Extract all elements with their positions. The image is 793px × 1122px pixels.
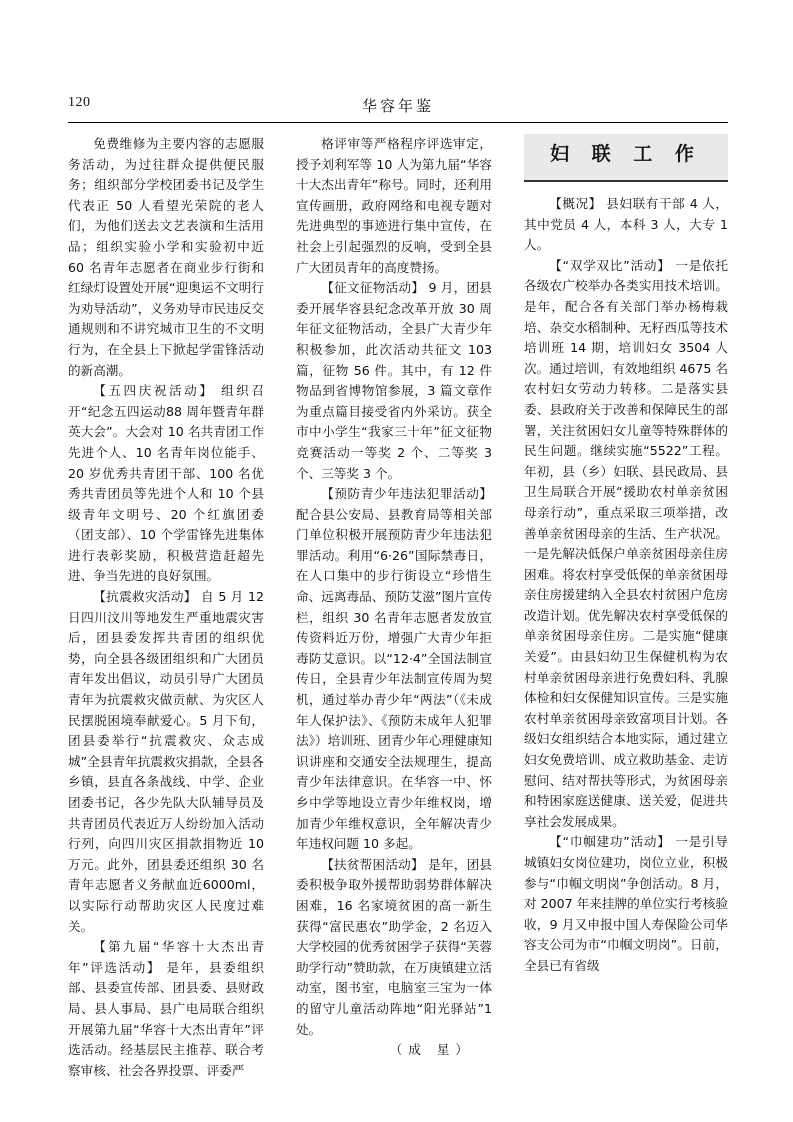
- three-column-body: [68, 134, 728, 1094]
- paragraph: 【概况】 县妇联有干部 4 人，其中党员 4 人，本科 3 人，大专 1 人。: [524, 196, 728, 253]
- author-signature: （成 星）: [389, 1042, 474, 1058]
- paragraph: 免费维修为主要内容的志愿服务活动，为过往群众提供便民服务；组织部分学校团委书记及学生代表正 50 人看望光荣院的老人们，为他们送去文艺表演和生活用品；组织实验小学和实验初中近 60 名青年志愿者在商业步行街和红绿灯设置处开展“迎奥运不文明行为劝导活动”，义务劝导市民违反交通规则和不讲究城市卫生的不文明行为，在全县上下掀起学雷锋活动的新高潮。: [68, 136, 264, 378]
- paragraph: 【抗震救灾活动】 自 5 月 12 日四川汶川等地发生严重地震灾害后，团县委发挥共青团的组织优势，向全县各级团组织和广大团员青年发出倡议，动员引导广大团员青年为抗震救灾做贡献、为灾区人民摆脱困境奉献爱心。5 月下旬，团县委举行“抗震救灾、众志成城”全县青年抗震救灾捐款，全县各乡镇，县直各条战线、中学、企业团委书记，各少先队大队辅导员及共青团员代表近万人纷纷加入活动行列，向四川灾区捐款捐物近 10 万元。此外，团县委还组织 30 名青年志愿者义务献血近6000ml，以实际行动帮助灾区人民度过难关。: [68, 589, 264, 934]
- page-number: 120: [68, 95, 91, 110]
- book-title: 华容年鉴: [361, 97, 434, 115]
- section-title: 妇 联 工 作: [550, 143, 702, 165]
- paragraph: 【“双学双比”活动】 一是依托各级农广校举办各类实用技术培训。是年，配合各有关部门举办杨梅栽培、杂交水稻制种、无籽西瓜等技术培训班 14 期，培训妇女 3504 人次。通过培训，有效地组织 4675 名农村妇女劳动力转移。二是落实县委、县政府关于改善和保障民生的部署，关注贫困妇女儿童等特殊群体的民生问题。继续实施“5522”工程。年初，县（乡）妇联、县民政局、县卫生局联合开展“援助农村单亲贫困母亲行动”，重点采取三项举措，改善单亲贫困母亲的生活、生产状况。一是先解决低保户单亲贫困母亲住房困难。将农村享受低保的单亲贫困母亲住房援建纳入全县农村贫困户危房改造计划。优先解决农村享受低保的单亲贫困母亲住房。二是实施“健康关爱”。由县妇幼卫生保健机构为农村单亲贫困母亲进行免费妇科、乳腺体检和妇女保健知识宣传。三是实施农村单亲贫困母亲致富项目计划。各级妇女组织结合本地实际，通过建立妇女免费培训、成立救助基金、走访慰问、结对帮扶等形式，为贫困母亲和特困家庭送健康、送关爱，促进共享社会发展成果。: [524, 257, 728, 829]
- page-header: [68, 95, 728, 129]
- column-1: [68, 134, 264, 1081]
- paragraph: 【“巾帼建功”活动】 一是引导城镇妇女岗位建功，岗位立业，积极参与“巾帼文明岗”争创活动。8 月，对 2007 年来挂牌的单位实行考核验收，9 月又申报中国人寿保险公司华容支公司为市“巾帼文明岗”。日前，全县已有省级: [524, 834, 728, 973]
- paragraph: 【第九届“华容十大杰出青年”评选活动】 是年，县委组织部、县委宣传部、团县委、县财政局、县人事局、县广电局联合组织开展第九届“华容十大杰出青年”评选活动。经基层民主推荐、联合考察审核、社会各界投票、评委严: [68, 939, 264, 1078]
- header-rule: [68, 122, 728, 123]
- paragraph: 【征文征物活动】 9 月，团县委开展华容县纪念改革开放 30 周年征文征物活动，全县广大青少年积极参加，此次活动共征文 103 篇，征物 56 件。其中，有 12 件物品到省博物馆参展，3 篇文章作为重点篇目接受省内外采访。获全市中小学生“我家三十年”征文征物竞赛活动一等奖 2 个、二等奖 3 个、三等奖 3 个。: [296, 280, 492, 481]
- paragraph: 【预防青少年违法犯罪活动】 配合县公安局、县教育局等相关部门单位积极开展预防青少年违法犯罪活动。利用“6·26”国际禁毒日，在人口集中的步行街设立“珍惜生命、远离毒品、预防艾滋”图片宣传栏，组织 30 名青年志愿者发放宣传资料近万份，增强广大青少年拒毒防艾意识。以“12·4”全国法制宣传日，全县青少年法制宣传周为契机，通过举办青少年“两法”（《未成年人保护法》、《预防未成年人犯罪法》）培训班、团青少年心理健康知识讲座和交通安全法规理生，提高青少年法律意识。在华容一中、怀乡中学等地设立青少年维权岗，增加青少年维权意识，全年解决青少年违权问题 10 多起。: [296, 486, 492, 852]
- column-3: [524, 134, 728, 977]
- paragraph: 【五四庆祝活动】 组织召开“纪念五四运动88 周年暨青年群英大会”。大会对 10 名共青团工作先进个人、10 名青年岗位能手、20 岁优秀共青团干部、100 名优秀共青团员等先进个人和 10 个县级青年文明号、20 个红旗团委（团支部）、10 个学雷锋先进集体进行表彰奖励，积极营造赶超先进、争当先进的良好氛围。: [68, 383, 264, 584]
- paragraph: 【扶贫帮困活动】 是年，团县委积极争取外援帮助弱势群体解决困难，16 名家境贫困的高一新生获得“富民惠农”助学金，2 名迈入大学校园的优秀贫困学子获得“芙蓉助学行动”赞助款，在万庚镇建立活动室，图书室，电脑室三宝为一体的留守儿童活动阵地“阳光驿站”1 处。: [296, 856, 492, 1037]
- column-2: [296, 134, 492, 1061]
- paragraph: 格评审等严格程序评选审定，授予刘利军等 10 人为第九届“华容十大杰出青年”称号。同时，还利用宣传画册，政府网络和电视专题对先进典型的事迹进行集中宣传，在社会上引起强烈的反响，受到全县广大团员青年的高度赞扬。: [296, 136, 492, 275]
- section-heading-box: [524, 134, 728, 182]
